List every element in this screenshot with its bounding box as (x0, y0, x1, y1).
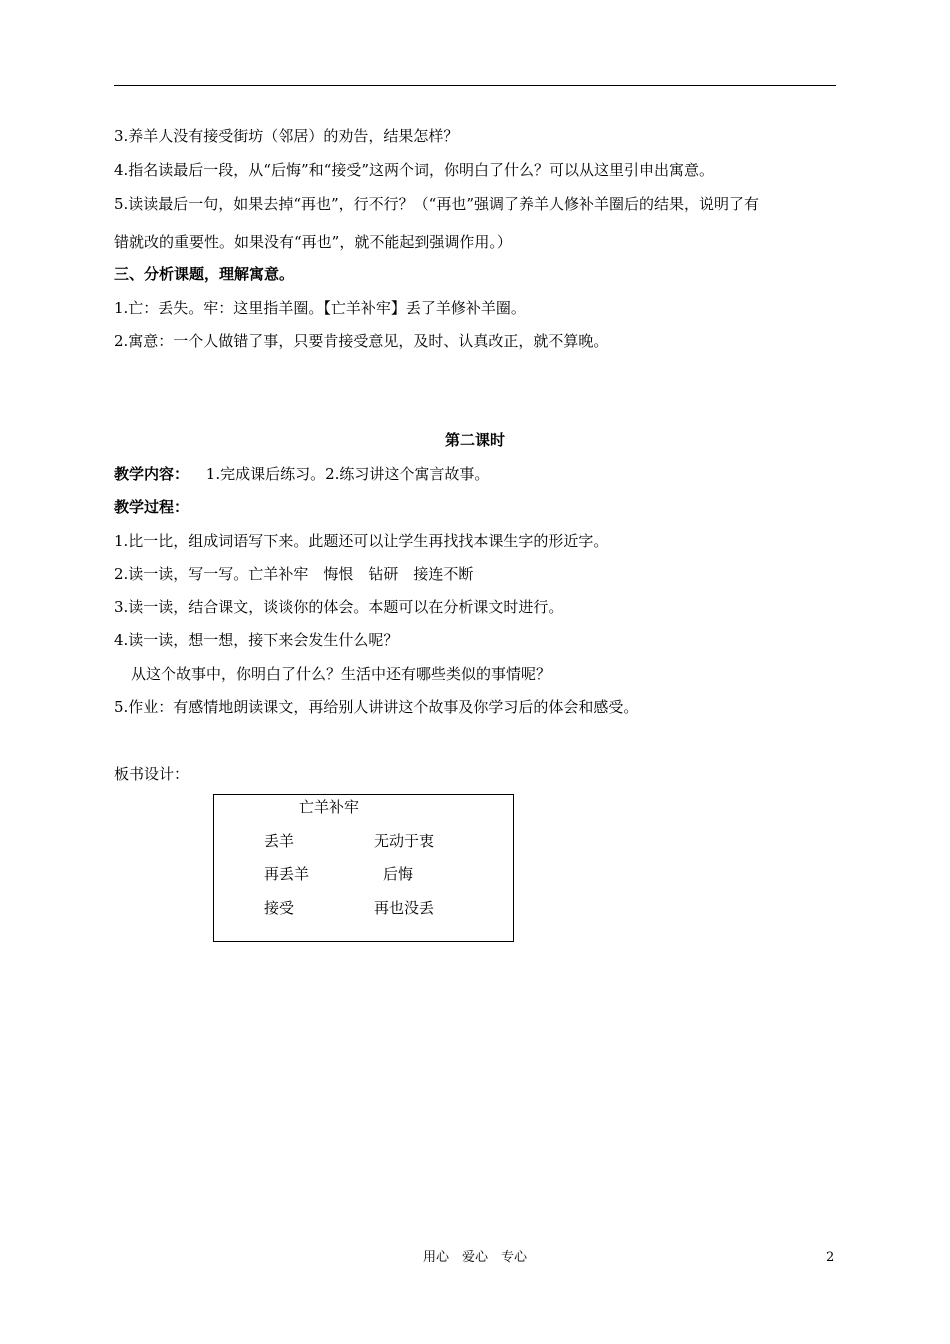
board-row-2-left: 再丢羊 (264, 865, 310, 883)
teaching-process-label: 教学过程： (114, 498, 190, 516)
lesson-2-title: 第二课时 (444, 431, 505, 449)
question-5-line-1: 5.读读最后一句，如果去掉“再也”，行不行？（“再也”强调了养羊人修补羊圈后的结果，说明了有 (114, 195, 759, 213)
process-step-5: 5.作业：有感情地朗读课文，再给别人讲讲这个故事及你学习后的体会和感受。 (114, 698, 639, 716)
footer-motto: 用心 爱心 专心 (422, 1250, 527, 1265)
board-row-3-right: 再也没丢 (374, 899, 435, 917)
board-row-1-right: 无动于衷 (374, 832, 435, 850)
process-step-4: 4.读一读，想一想，接下来会发生什么呢？ (114, 631, 399, 649)
question-5-line-2: 错就改的重要性。如果没有“再也”，就不能起到强调作用。） (114, 233, 512, 251)
process-step-4-followup: 从这个故事中，你明白了什么？生活中还有哪些类似的事情呢？ (131, 665, 552, 683)
process-step-3: 3.读一读，结合课文，谈谈你的体会。本题可以在分析课文时进行。 (114, 598, 564, 616)
board-row-2-right: 后悔 (383, 865, 414, 883)
board-design-label: 板书设计： (114, 765, 190, 783)
page-number: 2 (826, 1250, 835, 1265)
question-4: 4.指名读最后一段，从“后悔”和“接受”这两个词，你明白了什么？可以从这里引申出寓意。 (114, 161, 714, 179)
board-title: 亡羊补牢 (299, 798, 360, 816)
section-3-heading: 三、分析课题，理解寓意。 (114, 265, 295, 283)
section-3-item-2: 2.寓意：一个人做错了事，只要肯接受意见，及时、认真改正，就不算晚。 (114, 332, 609, 350)
process-step-1: 1.比一比，组成词语写下来。此题还可以让学生再找找本课生字的形近字。 (114, 532, 609, 550)
board-row-1-left: 丢羊 (264, 832, 295, 850)
section-3-item-1: 1.亡：丢失。牢：这里指羊圈。【亡羊补牢】丢了羊修补羊圈。 (114, 299, 526, 317)
header-rule (114, 85, 836, 86)
board-row-3-left: 接受 (264, 899, 295, 917)
teaching-content-label: 教学内容： (114, 465, 190, 483)
process-step-2: 2.读一读，写一写。亡羊补牢 悔恨 钻研 接连不断 (114, 565, 474, 583)
teaching-content (114, 464, 489, 484)
question-3: 3.养羊人没有接受街坊（邻居）的劝告，结果怎样？ (114, 127, 459, 145)
board-design-box (213, 794, 514, 942)
teaching-content-text: 1.完成课后练习。2.练习讲这个寓言故事。 (205, 465, 490, 483)
